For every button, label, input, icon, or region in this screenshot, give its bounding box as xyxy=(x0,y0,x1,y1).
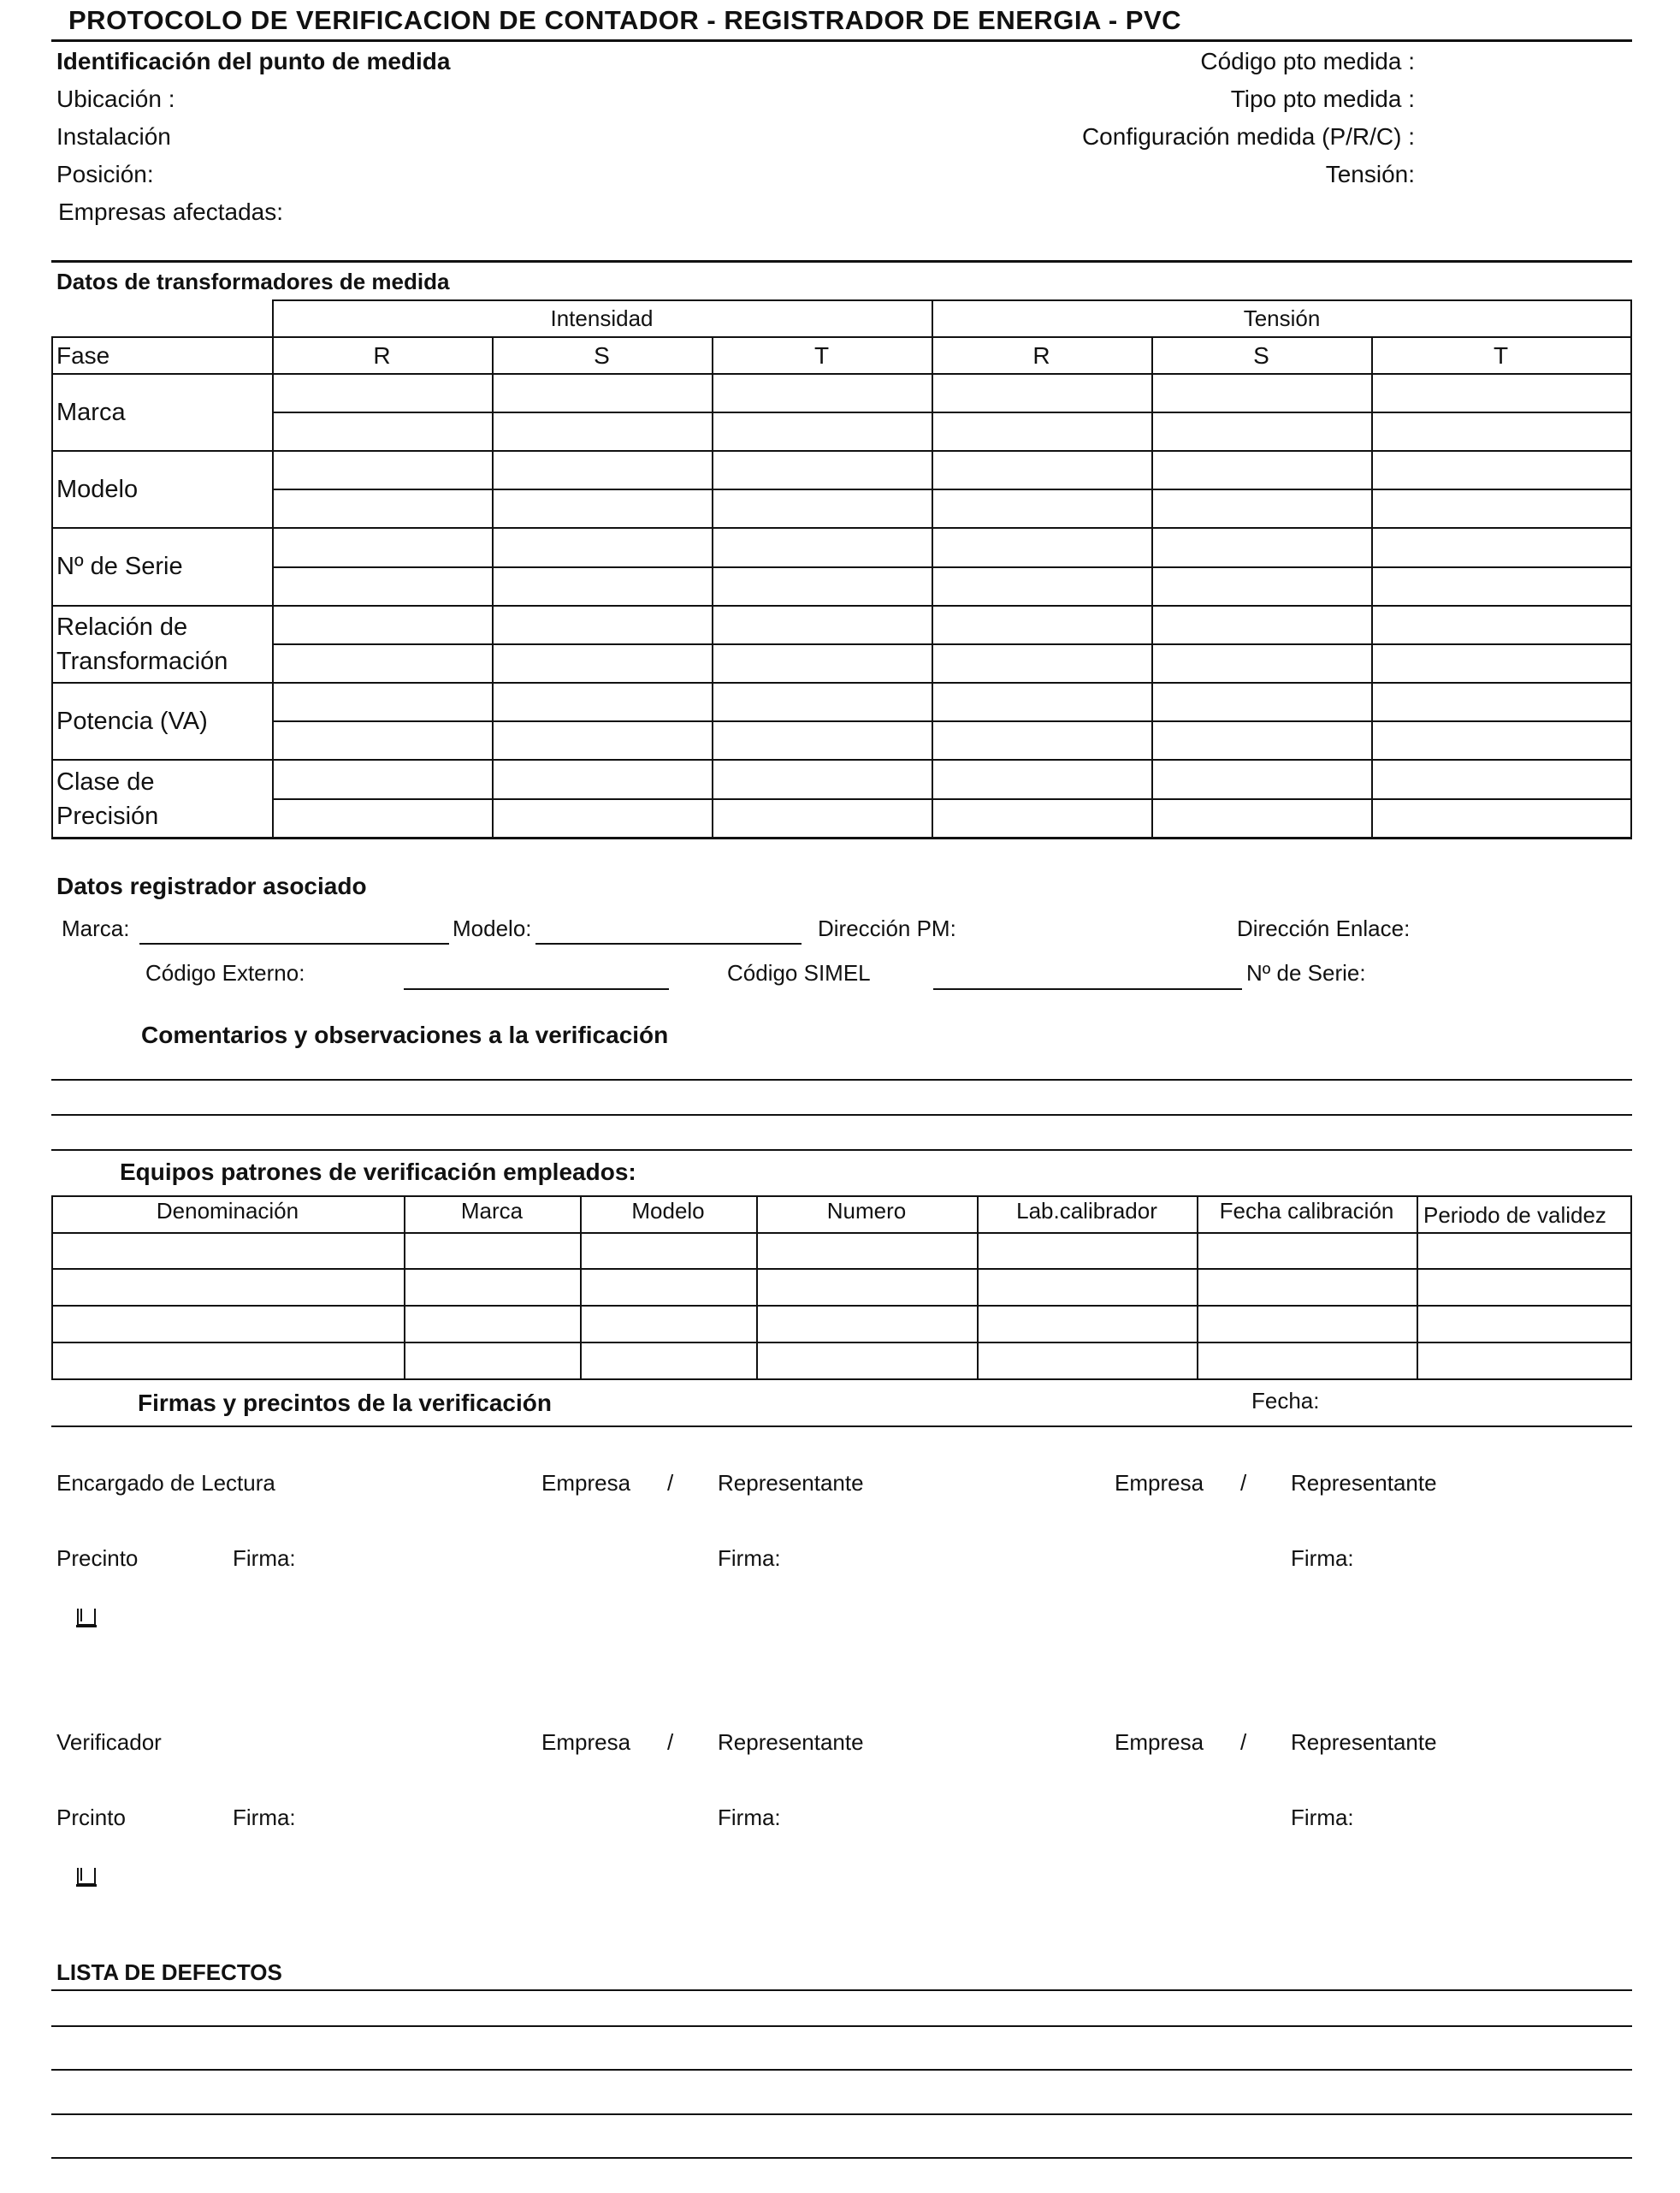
table-line xyxy=(272,566,1632,568)
configuracion-medida-label: Configuración medida (P/R/C) : xyxy=(1081,123,1415,150)
empresa-label: Empresa xyxy=(1115,1729,1204,1755)
section-divider xyxy=(51,260,1632,263)
table-line xyxy=(492,336,494,839)
row-label-potencia: Potencia (VA) xyxy=(56,707,208,735)
table-line xyxy=(51,605,1632,607)
posicion-label: Posición: xyxy=(56,161,154,187)
row-label-relacion: Relación de Transformación xyxy=(56,613,228,675)
instalacion-label: Instalación xyxy=(56,123,171,150)
phase-header: T xyxy=(813,341,830,369)
precinto-label: Precinto xyxy=(56,1545,139,1571)
firma-label: Firma: xyxy=(718,1545,781,1571)
representante-label: Representante xyxy=(718,1470,864,1496)
ubicacion-label: Ubicación : xyxy=(56,86,175,112)
row-label-num-serie: Nº de Serie xyxy=(56,553,183,580)
defectos-line[interactable] xyxy=(51,1989,1632,1991)
defectos-line[interactable] xyxy=(51,2025,1632,2027)
slash-separator: / xyxy=(1240,1729,1247,1755)
encargado-lectura-label: Encargado de Lectura xyxy=(56,1470,275,1496)
table-line xyxy=(712,336,713,839)
row-label-marca: Marca xyxy=(56,398,126,426)
table-line xyxy=(272,720,1632,722)
comentarios-line[interactable] xyxy=(51,1079,1632,1081)
col-header-marca: Marca xyxy=(460,1197,524,1224)
phase-header: S xyxy=(1253,341,1269,369)
firma-label: Firma: xyxy=(233,1805,296,1830)
table-line xyxy=(51,759,1632,761)
defectos-line[interactable] xyxy=(51,2069,1632,2071)
defectos-heading: LISTA DE DEFECTOS xyxy=(56,1959,282,1985)
table-line xyxy=(272,489,1632,490)
defectos-line[interactable] xyxy=(51,2113,1632,2115)
codigo-simel-label: Código SIMEL xyxy=(727,960,871,986)
page-title: PROTOCOLO DE VERIFICACION DE CONTADOR - REGISTRADOR DE ENERGIA - PVC xyxy=(68,5,1182,35)
table-line xyxy=(932,299,933,839)
table-line xyxy=(51,1305,1632,1307)
table-bottom-line xyxy=(51,837,1632,839)
col-header-numero: Numero xyxy=(826,1197,907,1224)
col-header-lab-calibrador: Lab.calibrador xyxy=(1016,1197,1157,1224)
codigo-externo-field[interactable] xyxy=(404,988,669,990)
registrador-marca-label: Marca: xyxy=(62,916,130,941)
table-line xyxy=(272,798,1632,800)
table-line xyxy=(51,682,1632,684)
direccion-enlace-label: Dirección Enlace: xyxy=(1237,916,1411,941)
identificacion-heading: Identificación del punto de medida xyxy=(56,48,451,74)
slash-separator: / xyxy=(667,1729,674,1755)
group-intensidad: Intensidad xyxy=(550,305,654,331)
table-line xyxy=(51,527,1632,529)
col-header-fecha-calibracion: Fecha calibración xyxy=(1219,1197,1394,1224)
tipo-pto-medida-label: Tipo pto medida : xyxy=(1230,86,1415,112)
representante-label: Representante xyxy=(1291,1470,1437,1496)
table-line xyxy=(1371,336,1373,839)
phase-header: R xyxy=(1032,341,1050,369)
direccion-pm-label: Dirección PM: xyxy=(818,916,956,941)
verificador-label: Verificador xyxy=(56,1729,162,1755)
table-line xyxy=(51,1268,1632,1270)
table-line xyxy=(51,373,1632,375)
col-header-periodo-validez: Periodo de validez xyxy=(1423,1201,1606,1228)
prcinto-checkbox-icon[interactable] xyxy=(77,1868,96,1885)
tension-label: Tensión: xyxy=(1325,161,1415,187)
fase-label: Fase xyxy=(56,341,110,369)
phase-header: S xyxy=(594,341,610,369)
row-label-modelo: Modelo xyxy=(56,475,139,503)
firma-label: Firma: xyxy=(1291,1545,1354,1571)
firmas-divider xyxy=(51,1425,1632,1427)
title-underline xyxy=(51,39,1632,42)
table-line xyxy=(272,412,1632,413)
precinto-checkbox-icon[interactable] xyxy=(77,1609,96,1626)
table-line xyxy=(1630,299,1632,839)
table-line xyxy=(272,299,274,839)
table-line xyxy=(51,1342,1632,1343)
col-header-modelo: Modelo xyxy=(631,1197,705,1224)
codigo-externo-label: Código Externo: xyxy=(145,960,305,986)
empresas-afectadas-label: Empresas afectadas: xyxy=(58,199,284,225)
codigo-simel-field[interactable] xyxy=(933,988,1242,990)
empresa-label: Empresa xyxy=(1115,1470,1204,1496)
table-line xyxy=(51,450,1632,452)
comentarios-line[interactable] xyxy=(51,1149,1632,1151)
defectos-line[interactable] xyxy=(51,2157,1632,2159)
phase-header: T xyxy=(1493,341,1509,369)
table-line xyxy=(51,1232,1632,1234)
empresa-label: Empresa xyxy=(541,1470,631,1496)
slash-separator: / xyxy=(667,1470,674,1496)
firma-label: Firma: xyxy=(718,1805,781,1830)
row-label-clase: Clase de Precisión xyxy=(56,768,159,830)
comentarios-line[interactable] xyxy=(51,1114,1632,1116)
comentarios-heading: Comentarios y observaciones a la verificación xyxy=(141,1022,669,1048)
table-line xyxy=(272,643,1632,645)
group-tension: Tensión xyxy=(1243,305,1321,331)
registrador-heading: Datos registrador asociado xyxy=(56,873,367,899)
representante-label: Representante xyxy=(1291,1729,1437,1755)
equipos-heading: Equipos patrones de verificación empleados: xyxy=(120,1159,636,1185)
col-header-denominacion: Denominación xyxy=(156,1197,299,1224)
empresa-label: Empresa xyxy=(541,1729,631,1755)
modelo-field[interactable] xyxy=(535,943,802,945)
firmas-heading: Firmas y precintos de la verificación xyxy=(138,1390,552,1416)
firma-label: Firma: xyxy=(1291,1805,1354,1830)
marca-field[interactable] xyxy=(139,943,449,945)
table-line xyxy=(1630,1195,1632,1380)
prcinto-label: Prcinto xyxy=(56,1805,126,1830)
transformadores-heading: Datos de transformadores de medida xyxy=(56,269,450,294)
table-line xyxy=(51,1378,1632,1380)
slash-separator: / xyxy=(1240,1470,1247,1496)
representante-label: Representante xyxy=(718,1729,864,1755)
firma-label: Firma: xyxy=(233,1545,296,1571)
table-line xyxy=(1151,336,1153,839)
codigo-pto-medida-label: Código pto medida : xyxy=(1200,48,1415,74)
num-serie-label: Nº de Serie: xyxy=(1246,960,1366,986)
firmas-fecha-label: Fecha: xyxy=(1251,1388,1320,1414)
phase-header: R xyxy=(373,341,391,369)
registrador-modelo-label: Modelo: xyxy=(453,916,532,941)
